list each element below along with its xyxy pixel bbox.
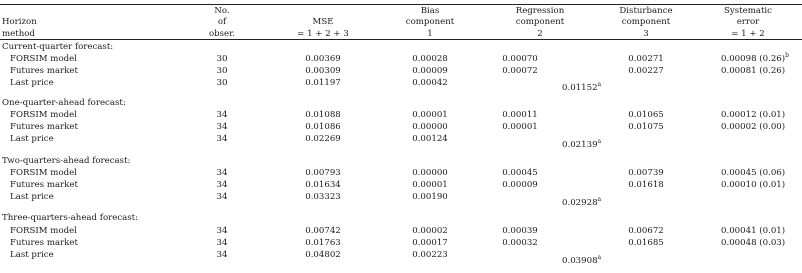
row-regression-combined [562, 138, 602, 150]
header-disturbance-number: 3 [643, 29, 649, 39]
row-mse: 0.00793 [305, 168, 341, 178]
row-bias: 0.00000 [412, 122, 448, 132]
row-n: 34 [216, 238, 228, 248]
row-n: 30 [216, 66, 228, 76]
row-mse: 0.00309 [305, 66, 341, 76]
row-bias: 0.00000 [412, 168, 448, 178]
row-bias: 0.00028 [412, 54, 448, 64]
row-bias: 0.00124 [412, 134, 448, 144]
row-regression: 0.00039 [502, 226, 538, 236]
row-n: 30 [216, 78, 228, 88]
header-bias-component: component [405, 17, 455, 27]
row-regression: 0.00011 [502, 110, 538, 120]
row-mse: 0.00742 [305, 226, 341, 236]
row-method: FORSIM model [10, 226, 77, 236]
row-regression-combined-value: 0.03908 [562, 256, 598, 266]
row-n: 34 [216, 180, 228, 190]
row-systematic: 0.00041 (0.01) [721, 226, 786, 236]
header-regression-component: component [515, 17, 565, 27]
header-systematic: Systematic [724, 6, 772, 16]
header-method: method [2, 29, 35, 39]
row-bias: 0.00001 [412, 110, 448, 120]
row-regression-combined-value: 0.02139 [562, 140, 598, 150]
header-disturbance-component: component [621, 17, 671, 27]
header-bottom-rule [0, 39, 802, 40]
header-error: error [736, 17, 760, 27]
row-method: Last price [10, 78, 54, 88]
header-bias-number: 1 [427, 29, 433, 39]
row-mse: 0.04802 [305, 250, 341, 260]
row-method: Last price [10, 134, 54, 144]
row-regression-combined-value: 0.02928 [562, 198, 598, 208]
row-n: 34 [216, 122, 228, 132]
row-systematic [721, 52, 789, 64]
row-method: Futures market [10, 122, 78, 132]
row-method: FORSIM model [10, 110, 77, 120]
row-regression: 0.00072 [502, 66, 538, 76]
header-obser: obser. [208, 29, 236, 39]
section-title: Current-quarter forecast: [2, 42, 114, 52]
row-regression: 0.00070 [502, 54, 538, 64]
row-regression: 0.00009 [502, 180, 538, 190]
row-bias: 0.00009 [412, 66, 448, 76]
row-bias: 0.00042 [412, 78, 448, 88]
footnote-marker: a [597, 254, 602, 262]
row-mse: 0.02269 [305, 134, 341, 144]
row-n: 34 [216, 250, 228, 260]
header-horizon: Horizon [2, 17, 37, 27]
header-no: No. [214, 6, 230, 16]
row-systematic: 0.00002 (0.00) [721, 122, 786, 132]
row-n: 34 [216, 192, 228, 202]
row-bias: 0.00001 [412, 180, 448, 190]
row-method: Futures market [10, 66, 78, 76]
header-systematic-formula: = 1 + 2 [731, 29, 765, 39]
row-bias: 0.00017 [412, 238, 448, 248]
row-mse: 0.00369 [305, 54, 341, 64]
header-mse-formula: = 1 + 2 + 3 [297, 29, 349, 39]
header-regression-number: 2 [537, 29, 543, 39]
row-systematic: 0.00045 (0.06) [721, 168, 786, 178]
row-regression: 0.00032 [502, 238, 538, 248]
row-systematic: 0.00048 (0.03) [721, 238, 786, 248]
row-disturbance: 0.01685 [628, 238, 664, 248]
row-disturbance: 0.01618 [628, 180, 664, 190]
row-n: 34 [216, 168, 228, 178]
row-method: Last price [10, 250, 54, 260]
row-disturbance: 0.01075 [628, 122, 664, 132]
row-method: FORSIM model [10, 168, 77, 178]
row-method: FORSIM model [10, 54, 77, 64]
row-disturbance: 0.00739 [628, 168, 664, 178]
section-title: Three-quarters-ahead forecast: [2, 213, 139, 223]
row-method: Futures market [10, 180, 78, 190]
header-mse: MSE [312, 17, 334, 27]
row-n: 34 [216, 110, 228, 120]
row-method: Futures market [10, 238, 78, 248]
row-systematic: 0.00081 (0.26) [721, 66, 786, 76]
table-top-rule [0, 4, 802, 5]
header-of: of [217, 17, 227, 27]
row-method: Last price [10, 192, 54, 202]
row-mse: 0.01763 [305, 238, 341, 248]
row-n: 34 [216, 134, 228, 144]
row-regression: 0.00045 [502, 168, 538, 178]
row-disturbance: 0.00271 [628, 54, 664, 64]
row-regression-combined-value: 0.01152 [562, 83, 598, 93]
footnote-marker: b [785, 52, 789, 60]
section-title: One-quarter-ahead forecast: [2, 98, 126, 108]
header-disturbance: Disturbance [619, 6, 673, 16]
section-title: Two-quarters-ahead forecast: [2, 156, 131, 166]
row-disturbance: 0.01065 [628, 110, 664, 120]
row-mse: 0.01634 [305, 180, 341, 190]
row-regression-combined [562, 254, 602, 266]
footnote-marker: a [597, 138, 602, 146]
row-systematic: 0.00010 (0.01) [721, 180, 786, 190]
row-mse: 0.03323 [305, 192, 341, 202]
footnote-marker: a [597, 81, 602, 89]
row-bias: 0.00223 [412, 250, 448, 260]
header-regression: Regression [515, 6, 565, 16]
row-bias: 0.00002 [412, 226, 448, 236]
footnote-marker: a [597, 196, 602, 204]
row-systematic-value: 0.00098 (0.26) [721, 54, 786, 64]
row-regression-combined [562, 196, 602, 208]
row-n: 30 [216, 54, 228, 64]
row-n: 34 [216, 226, 228, 236]
row-disturbance: 0.00227 [628, 66, 664, 76]
row-mse: 0.01088 [305, 110, 341, 120]
row-mse: 0.01086 [305, 122, 341, 132]
row-systematic: 0.00012 (0.01) [721, 110, 786, 120]
row-regression-combined [562, 81, 602, 93]
row-bias: 0.00190 [412, 192, 448, 202]
header-bias: Bias [420, 6, 440, 16]
row-regression: 0.00001 [502, 122, 538, 132]
row-disturbance: 0.00672 [628, 226, 664, 236]
row-mse: 0.01197 [305, 78, 341, 88]
